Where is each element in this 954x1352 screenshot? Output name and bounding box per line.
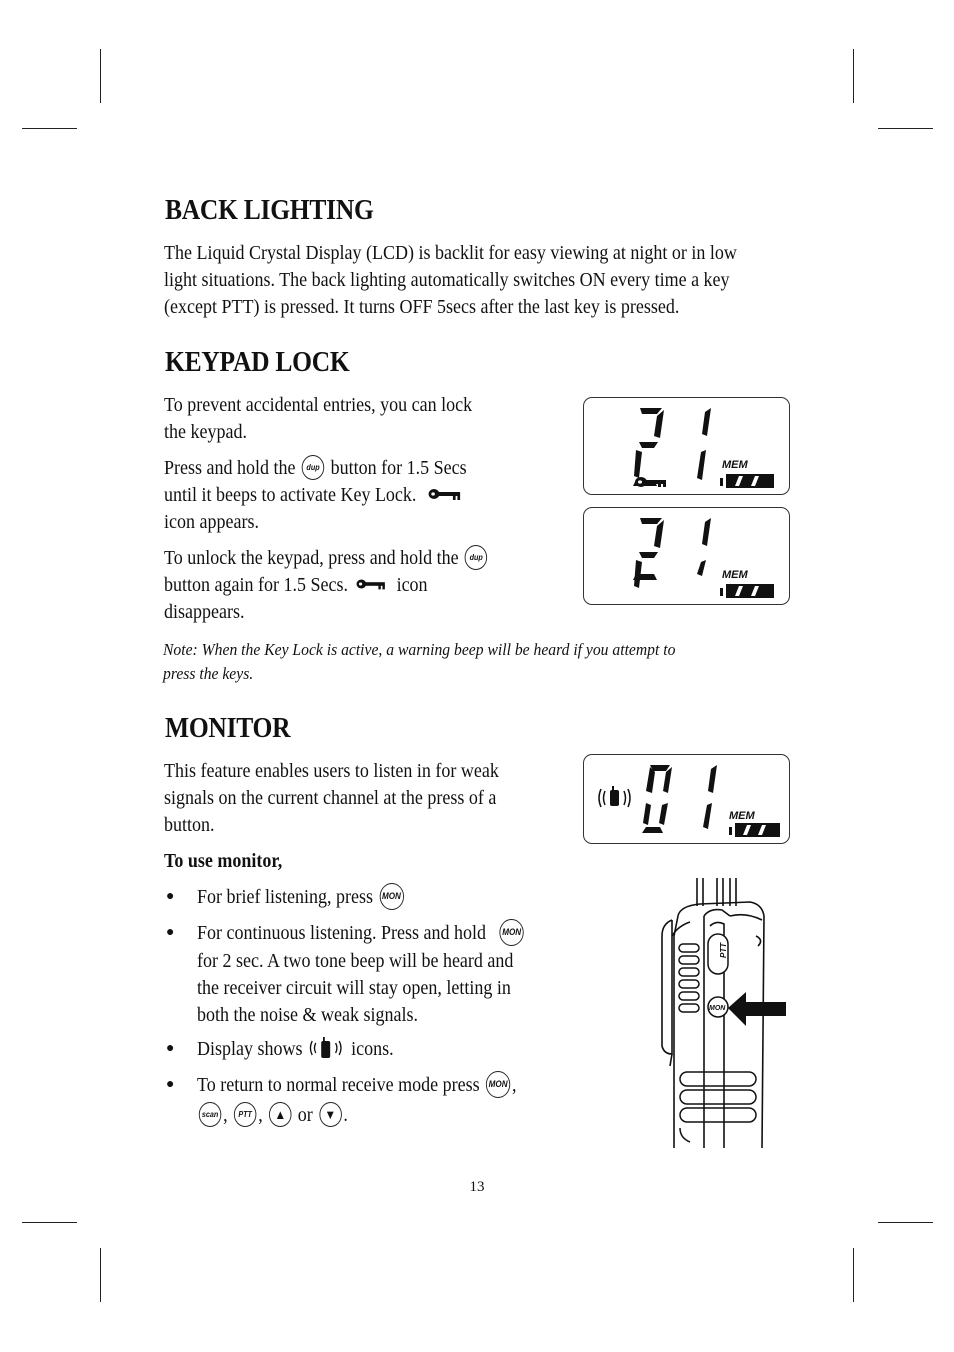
text-fragment: until it beeps to activate Key Lock.	[164, 484, 417, 506]
text-line: To prevent accidental entries, you can lock	[164, 394, 473, 416]
monitor-subheading: To use monitor,	[164, 850, 283, 872]
text-line: This feature enables users to listen in for weak	[164, 760, 499, 782]
text-fragment: icon appears.	[164, 511, 259, 533]
dup-button-icon: dup	[465, 545, 488, 570]
text-line: light situations. The back lighting automatically switches ON every time a key	[164, 269, 730, 291]
monitor-bullet-2	[197, 920, 526, 1029]
battery-icon	[729, 823, 780, 837]
text-line: the receiver circuit will stay open, letting in	[197, 976, 511, 999]
text-line: the keypad.	[164, 421, 247, 443]
crop-mark	[878, 128, 933, 129]
lcd-display-unlocked	[583, 507, 790, 605]
text-fragment: icons.	[351, 1038, 394, 1060]
text-line: for 2 sec. A two tone beep will be heard and	[197, 949, 514, 972]
heading-back-lighting: BACK LIGHTING	[165, 194, 374, 226]
monitor-bullet-1	[197, 884, 405, 912]
text-fragment: For continuous listening. Press and hold	[197, 922, 486, 944]
crop-mark	[853, 49, 854, 103]
text-line: both the noise & weak signals.	[197, 1003, 418, 1026]
mon-button-icon: MON	[486, 1071, 510, 1098]
down-button-icon: ▼	[319, 1102, 342, 1127]
monitor-p1	[164, 758, 499, 839]
text-fragment: To return to normal receive mode press	[197, 1074, 480, 1096]
key-icon	[428, 487, 464, 501]
lcd-digits	[584, 508, 789, 604]
dup-button-icon: dup	[302, 455, 325, 480]
up-button-icon: ▲	[269, 1102, 292, 1127]
lcd-display-monitor	[583, 754, 790, 844]
text-line: (except PTT) is pressed. It turns OFF 5secs after the last key is pressed.	[164, 296, 680, 318]
mon-button-icon: MON	[499, 919, 523, 946]
monitor-radio-icon	[599, 786, 630, 807]
text-fragment: To unlock the keypad, press and hold the	[164, 547, 459, 569]
keypad-lock-p3	[164, 545, 489, 626]
scan-button-icon: scan	[199, 1102, 222, 1127]
heading-keypad-lock: KEYPAD LOCK	[165, 346, 350, 378]
bullet: ●	[166, 925, 175, 940]
text-fragment: Display shows	[197, 1038, 303, 1060]
text-fragment: disappears.	[164, 601, 245, 623]
crop-mark	[22, 1222, 77, 1223]
battery-icon	[720, 584, 774, 598]
lcd-digits	[584, 755, 789, 843]
monitor-bullet-3	[197, 1036, 394, 1063]
lcd-display-locked	[583, 397, 790, 495]
mon-label: MON	[709, 1005, 726, 1012]
text-fragment: For brief listening, press	[197, 886, 373, 908]
text-fragment: button again for 1.5 Secs.	[164, 574, 348, 596]
crop-mark	[22, 128, 77, 129]
mem-label: MEM	[722, 459, 748, 471]
bullet: ●	[166, 1077, 175, 1092]
text-fragment: icon	[396, 574, 428, 596]
text-fragment: button for 1.5 Secs	[330, 457, 467, 479]
bullet: ●	[166, 1041, 175, 1056]
keypad-lock-p1	[164, 392, 472, 446]
back-lighting-text	[164, 240, 737, 321]
battery-icon	[720, 474, 774, 488]
text-line: Note: When the Key Lock is active, a warning beep will be heard if you attempt to	[163, 640, 676, 659]
crop-mark	[878, 1222, 933, 1223]
keypad-lock-note	[163, 638, 675, 686]
text-fragment: or	[297, 1103, 313, 1126]
crop-mark	[100, 1248, 101, 1302]
text-line: press the keys.	[163, 664, 254, 683]
monitor-bullet-4: To return to normal receive mode press MON , scan , PTT , ▲ or ▼ .	[197, 1072, 517, 1129]
crop-mark	[100, 49, 101, 103]
ptt-button-icon: PTT	[234, 1102, 257, 1127]
key-icon	[356, 577, 388, 591]
radio-illustration	[650, 876, 790, 1148]
mem-label: MEM	[729, 810, 755, 822]
heading-monitor: MONITOR	[165, 712, 291, 744]
arrow-left-icon	[728, 992, 786, 1026]
text-line: button.	[164, 814, 215, 836]
mem-label: MEM	[722, 569, 748, 581]
crop-mark	[853, 1248, 854, 1302]
keypad-lock-p2	[164, 455, 467, 536]
text-line: signals on the current channel at the press of a	[164, 787, 497, 809]
mon-button-icon: MON	[379, 883, 403, 910]
monitor-radio-icon	[307, 1035, 347, 1061]
text-line: The Liquid Crystal Display (LCD) is backlit for easy viewing at night or in low	[164, 242, 737, 264]
lcd-digits	[584, 398, 789, 494]
bullet: ●	[166, 889, 175, 904]
text-fragment: Press and hold the	[164, 457, 296, 479]
page-number: 13	[469, 1179, 485, 1195]
ptt-label: PTT	[719, 942, 728, 958]
